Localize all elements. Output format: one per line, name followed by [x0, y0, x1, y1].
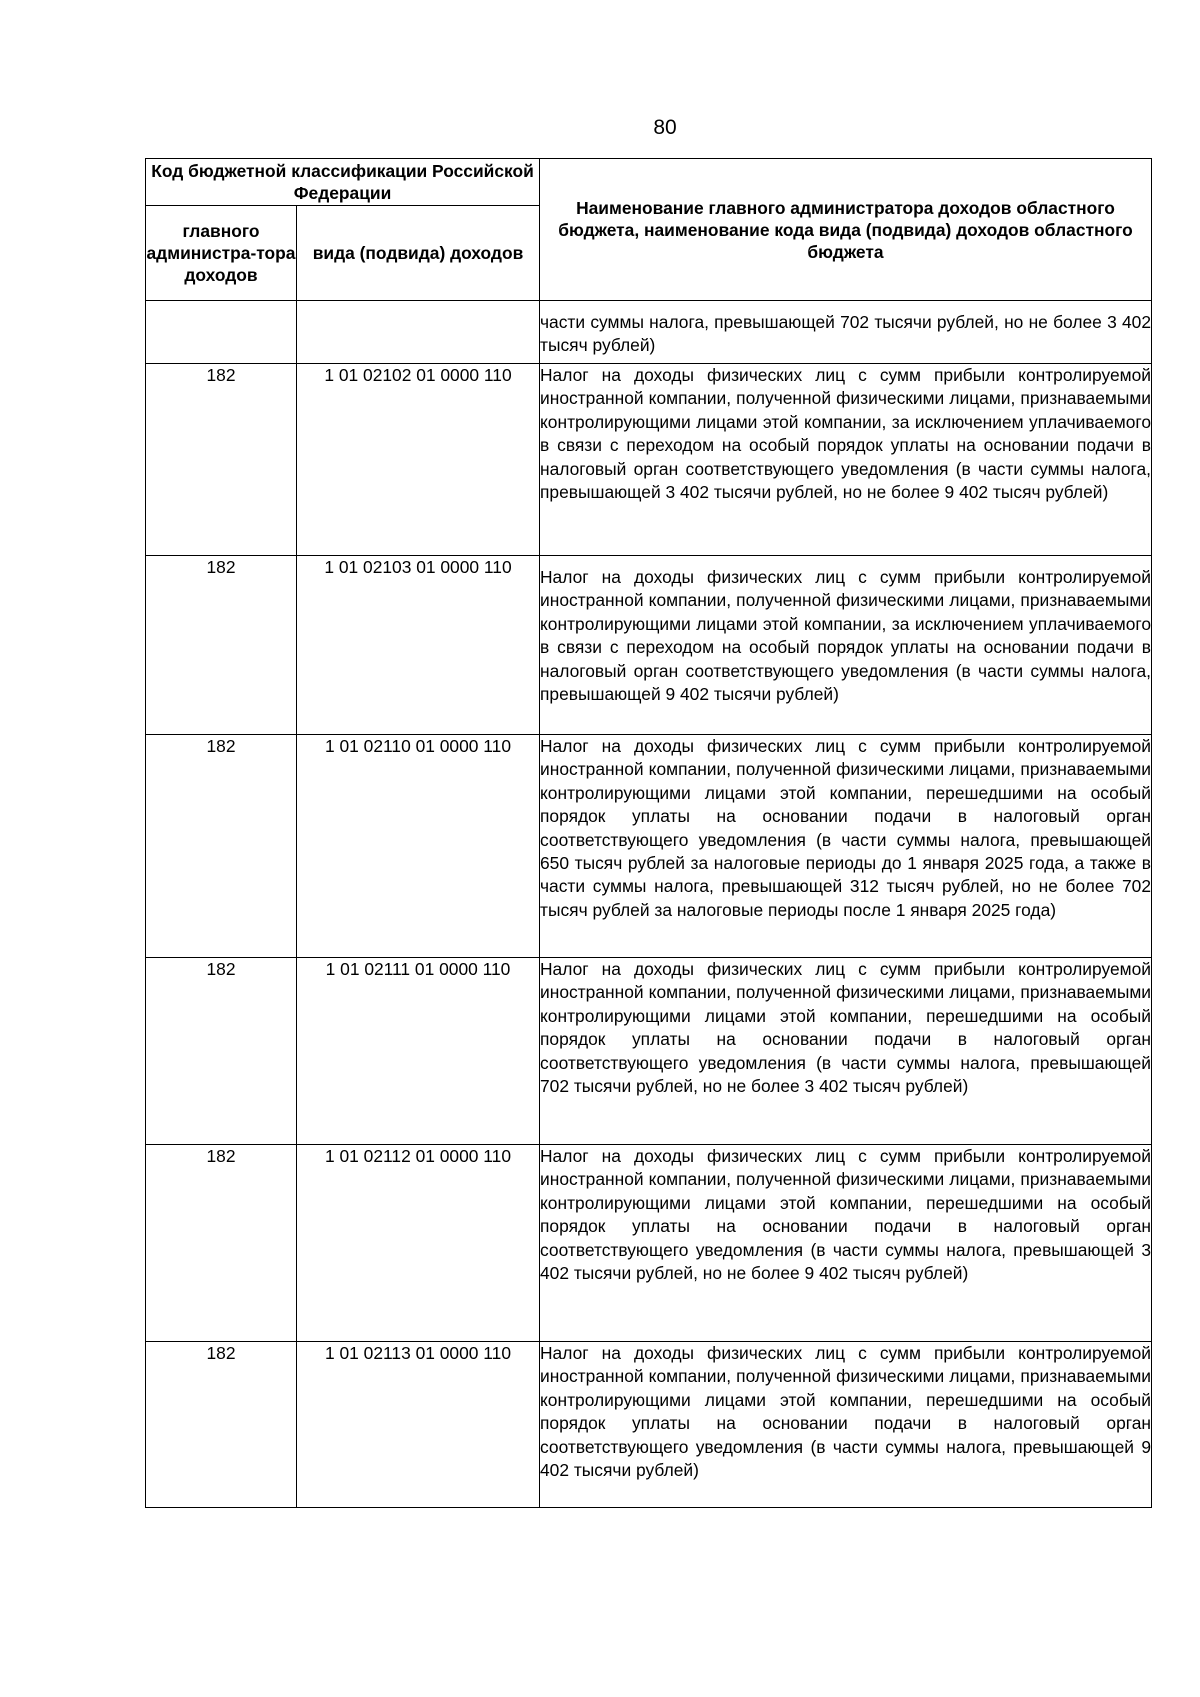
income-code-cell: 1 01 02112 01 0000 110: [297, 1145, 540, 1342]
table-row: [146, 301, 1152, 364]
header-kind-column: вида (подвида) доходов: [297, 206, 540, 301]
header-group-title: Код бюджетной классификации Российской Федерации: [146, 159, 540, 206]
table-row: [146, 1342, 1152, 1508]
table-body: [146, 301, 1152, 1508]
income-code-cell: 1 01 02113 01 0000 110: [297, 1342, 540, 1508]
table-row: [146, 364, 1152, 556]
header-name-column: Наименование главного администратора доходов областного бюджета, наименование кода вида (подвида) доходов областного бюджета: [540, 159, 1152, 301]
table-row: [146, 556, 1152, 735]
description-cell: Налог на доходы физических лиц с сумм прибыли контролируемой иностранной компании, полученной физическими лицами, признаваемыми контролирующими лицами этой компании, за исключением уплачиваемого в связи с переходом на особый порядок уплаты на основании подачи в налоговый орган соответствующего уведомления (в части суммы налога, превышающей 9 402 тысячи рублей): [540, 556, 1152, 735]
admin-code-cell: 182: [146, 735, 297, 958]
table-row: [146, 958, 1152, 1145]
budget-classification-table: [145, 158, 1152, 1508]
income-code-cell: 1 01 02110 01 0000 110: [297, 735, 540, 958]
admin-code-cell: 182: [146, 1342, 297, 1508]
table-header: [146, 159, 1152, 301]
description-cell: Налог на доходы физических лиц с сумм прибыли контролируемой иностранной компании, полученной физическими лицами, признаваемыми контролирующими лицами этой компании, перешедшими на особый порядок уплаты на основании подачи в налоговый орган соответствующего уведомления (в части суммы налога, превышающей 650 тысяч рублей за налоговые периоды до 1 января 2025 года, а также в части суммы налога, превышающей 312 тысяч рублей, но не более 702 тысяч рублей за налоговые периоды после 1 января 2025 года): [540, 735, 1152, 958]
table-row: [146, 1145, 1152, 1342]
income-code-cell: [297, 301, 540, 364]
page-number: 80: [653, 116, 677, 139]
table-row: [146, 735, 1152, 958]
description-cell: Налог на доходы физических лиц с сумм прибыли контролируемой иностранной компании, полученной физическими лицами, признаваемыми контролирующими лицами этой компании, перешедшими на особый порядок уплаты на основании подачи в налоговый орган соответствующего уведомления (в части суммы налога, превышающей 3 402 тысячи рублей, но не более 9 402 тысяч рублей): [540, 1145, 1152, 1342]
admin-code-cell: [146, 301, 297, 364]
description-cell: части суммы налога, превышающей 702 тысячи рублей, но не более 3 402 тысяч рублей): [540, 301, 1152, 364]
admin-code-cell: 182: [146, 556, 297, 735]
admin-code-cell: 182: [146, 1145, 297, 1342]
income-code-cell: 1 01 02111 01 0000 110: [297, 958, 540, 1145]
description-cell: Налог на доходы физических лиц с сумм прибыли контролируемой иностранной компании, полученной физическими лицами, признаваемыми контролирующими лицами этой компании, перешедшими на особый порядок уплаты на основании подачи в налоговый орган соответствующего уведомления (в части суммы налога, превышающей 9 402 тысячи рублей): [540, 1342, 1152, 1508]
admin-code-cell: 182: [146, 958, 297, 1145]
income-code-cell: 1 01 02103 01 0000 110: [297, 556, 540, 735]
header-admin-column: главного администра-тора доходов: [146, 206, 297, 301]
description-cell: Налог на доходы физических лиц с сумм прибыли контролируемой иностранной компании, полученной физическими лицами, признаваемыми контролирующими лицами этой компании, за исключением уплачиваемого в связи с переходом на особый порядок уплаты на основании подачи в налоговый орган соответствующего уведомления (в части суммы налога, превышающей 3 402 тысячи рублей, но не более 9 402 тысяч рублей): [540, 364, 1152, 556]
description-cell: Налог на доходы физических лиц с сумм прибыли контролируемой иностранной компании, полученной физическими лицами, признаваемыми контролирующими лицами этой компании, перешедшими на особый порядок уплаты на основании подачи в налоговый орган соответствующего уведомления (в части суммы налога, превышающей 702 тысячи рублей, но не более 3 402 тысяч рублей): [540, 958, 1152, 1145]
admin-code-cell: 182: [146, 364, 297, 556]
income-code-cell: 1 01 02102 01 0000 110: [297, 364, 540, 556]
